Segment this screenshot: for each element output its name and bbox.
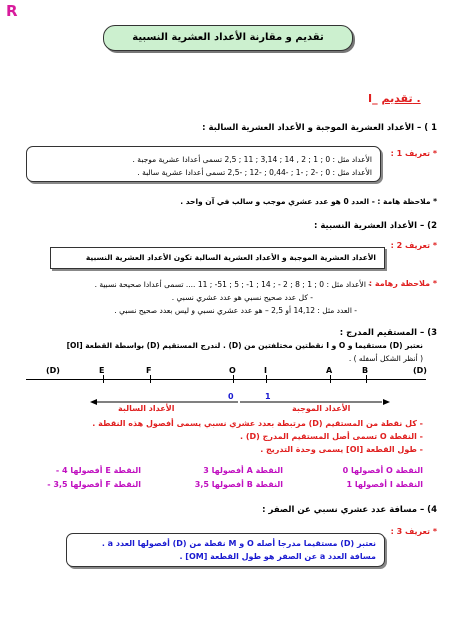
tick-I [266,375,267,383]
part3-line1: نعتبر (D) مستقيما و O و I نقطتين مختلفتين من (D) . لندرج المستقيم (D) بواسطة القطعة [OI] [66,341,423,350]
label-one: 1 [265,392,271,401]
definition-3-line1: نعتبر (D) مستقيما مدرجا أصله O و M نقطة من (D) أفصولها العدد a . [101,539,376,548]
definition-2-text: الأعداد العشرية الموجبة و الأعداد العشرية السالبة تكون الأعداد العشرية النسبية [85,253,376,262]
label-zero: 0 [228,392,234,401]
bullet-2: - النقطة O تسمى أصل المستقيم المدرج (D) . [240,432,423,441]
note-important: * ملاحظة هامة : - العدد 0 هو عدد عشري موجب و سالب في آن واحد . [180,197,437,206]
section-number: I_ [368,92,378,105]
page-title: تقديم و مقارنة الأعداد العشرية النسبية [103,25,353,51]
part1-heading: 1 ) – الأعداد العشرية الموجبة و الأعداد العشرية السالبة : [202,123,437,133]
definition-1-label: * تعريف 1 : [390,149,437,158]
definition-box-3 [66,533,385,567]
part3-line2: ( أنظر الشكل أسفله ) . [348,354,423,363]
part3-heading: 3) – المستقيم المدرج : [339,328,437,338]
coord-A: النقطة A أفصولها 3 [203,466,283,475]
coord-F: النقطة F أفصولها 3,5 - [47,480,141,489]
label-O: O [229,366,236,375]
coord-B: النقطة B أفصولها 3,5 [194,480,283,489]
definition-box-2 [50,247,385,269]
logo: R [6,2,18,20]
note-line-2: - كل عدد صحيح نسبي هو عدد عشري نسبي . [171,293,313,302]
bullet-3: - طول القطعة [OI] يسمى وحدة التدريج . [260,445,423,454]
part2-heading: 2) – الأعداد العشرية النسبية : [314,221,437,231]
coord-E: النقطة E أفصولها 4 - [55,466,141,475]
tick-E [103,375,104,383]
tick-B [366,375,367,383]
tick-F [150,375,151,383]
label-E: E [99,366,105,375]
section-title: تقديم . [381,92,421,105]
positive-arrowhead [383,399,390,405]
coord-O: النقطة O أفصولها 0 [342,466,423,475]
tick-A [330,375,331,383]
label-D-left: (D) [46,366,60,375]
definition-3-label: * تعريف 3 : [390,527,437,536]
negative-numbers-label: الأعداد السالبة [118,404,175,413]
positive-numbers-label: الأعداد الموجبة [292,404,351,413]
label-A: A [326,366,333,375]
tick-O [233,375,234,383]
note-line-3: - العدد مثل : 14,12 أو 2,5 – هو عدد عشري نسبي و ليس بعدد صحيح نسبي . [114,306,357,315]
label-B: B [362,366,369,375]
coord-I: النقطة I أفصولها 1 [346,480,423,489]
label-D-right: (D) [413,366,427,375]
section-heading [368,92,421,105]
label-F: F [146,366,152,375]
bullet-1: - كل نقطة من المستقيم (D) مرتبطة بعدد عشري نسبي يسمى أفصول هذه النقطة . [92,419,423,428]
part4-heading: 4) – مسافة عدد عشري نسبي عن الصفر : [262,505,437,515]
negative-arrowhead [90,399,97,405]
definition-1-line2: الأعداد مثل : 0 ; -2 ; -1 ; -0,44 ; -12 ; -2,5 تسمى أعدادا عشرية سالبة . [137,168,372,177]
definition-1-line1: الأعداد مثل : 0 ; 1 ; 2 , 14 ; 3,14 ; 11 ; 2,5 تسمى أعدادا عشرية موجبة . [132,155,372,164]
label-I: I [264,366,267,375]
definition-2-label: * تعريف 2 : [390,241,437,250]
definition-3-line2: مسافة العدد a عن الصفر هو طول القطعة [OM] . [179,552,376,561]
note-label: * ملاحظة رهامة : [368,279,437,288]
definition-box-1 [26,146,381,182]
note-line-1: - الأعداد مثل : 0 ; 1 ; 8 ; 2 - ; 14 ; 1- ; 5 ; 51- ; 11 .... تسمى أعدادا صحيحة نسبية . [94,280,371,289]
